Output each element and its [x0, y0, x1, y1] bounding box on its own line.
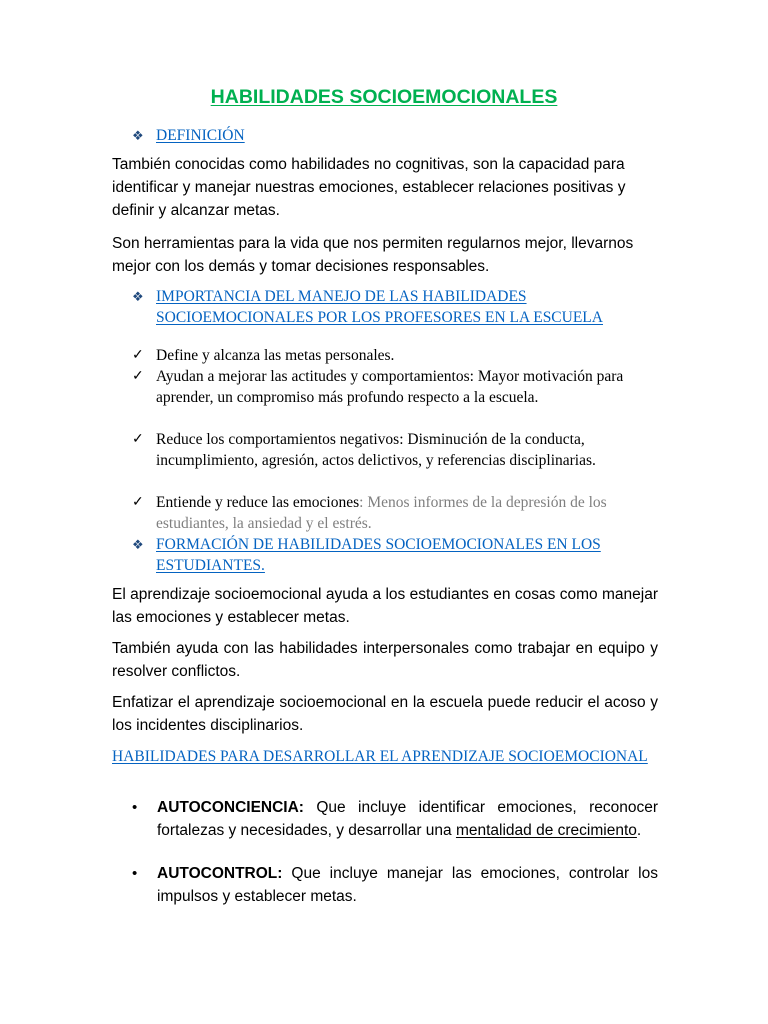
list-item-text: Reduce los comportamientos negativos: Disminución de la conducta, incumplimiento, agresión, actos delictivos, y referencias disciplinarias.	[156, 431, 596, 469]
page-title: HABILIDADES SOCIOEMOCIONALES	[210, 86, 558, 108]
diamond-bullet-icon: ❖	[132, 128, 144, 143]
checkmark-icon: ✓	[132, 495, 144, 510]
list-item	[132, 862, 658, 908]
list-item-text: Define y alcanza las metas personales.	[156, 347, 395, 364]
importancia-heading-label[interactable]: IMPORTANCIA DEL MANEJO DE LAS HABILIDADES SOCIOEMOCIONALES POR LOS PROFESORES EN LA ESCUELA	[156, 288, 603, 326]
formacion-paragraph-3: Enfatizar el aprendizaje socioemocional en la escuela puede reducir el acoso y los incidentes disciplinarios.	[112, 694, 658, 734]
definicion-paragraph-2: Son herramientas para la vida que nos permiten regularnos mejor, llevarnos mejor con los demás y tomar decisiones responsables.	[112, 235, 634, 275]
list-item	[132, 492, 662, 534]
round-bullet-icon: •	[132, 865, 138, 882]
definicion-heading-label[interactable]: DEFINICIÓN	[156, 127, 245, 144]
list-item	[132, 796, 658, 842]
definicion-paragraph-1: También conocidas como habilidades no cognitivas, son la capacidad para identificar y manejar nuestras emociones, establecer relaciones positivas y definir y alcanzar metas.	[112, 156, 626, 219]
skill-description: Que incluye identificar emociones, reconocer fortalezas y necesidades, y desarrollar una	[157, 799, 658, 839]
list-item	[132, 345, 662, 366]
list-item-text: Ayudan a mejorar las actitudes y comportamientos: Mayor motivación para aprender, un compromiso más profundo respecto a la escuela.	[156, 368, 624, 406]
checkmark-icon: ✓	[132, 369, 144, 384]
habilidades-heading[interactable]: HABILIDADES PARA DESARROLLAR EL APRENDIZAJE SOCIOEMOCIONAL	[112, 748, 648, 765]
diamond-bullet-icon: ❖	[132, 537, 144, 552]
list-item-main: Entiende y reduce las emociones	[156, 494, 360, 511]
formacion-paragraph-1: El aprendizaje socioemocional ayuda a los estudiantes en cosas como manejar las emociones y establecer metas.	[112, 586, 658, 626]
definicion-heading[interactable]	[132, 125, 662, 146]
skill-tail: .	[636, 822, 642, 839]
list-item-text	[157, 862, 658, 908]
list-item-text	[157, 796, 658, 842]
checkmark-icon: ✓	[132, 432, 144, 447]
skill-label: AUTOCONCIENCIA:	[157, 799, 304, 816]
list-item	[132, 366, 662, 408]
skill-label: AUTOCONTROL:	[157, 865, 283, 882]
formacion-heading[interactable]	[132, 534, 662, 576]
list-item-text	[156, 492, 662, 534]
mentalidad-link[interactable]: mentalidad de crecimiento	[455, 822, 637, 839]
checkmark-icon: ✓	[132, 348, 144, 363]
formacion-heading-label[interactable]: FORMACIÓN DE HABILIDADES SOCIOEMOCIONALES EN LOS ESTUDIANTES.	[156, 536, 601, 574]
list-item-detail: : Menos informes de la depresión de los estudiantes, la ansiedad y el estrés.	[156, 494, 607, 532]
formacion-paragraph-2: También ayuda con las habilidades interpersonales como trabajar en equipo y resolver conflictos.	[112, 640, 658, 680]
importancia-heading[interactable]	[132, 286, 662, 328]
list-item	[132, 429, 662, 471]
round-bullet-icon: •	[132, 799, 138, 816]
skill-description: Que incluye manejar las emociones, controlar los impulsos y establecer metas.	[157, 865, 658, 905]
diamond-bullet-icon: ❖	[132, 289, 144, 304]
